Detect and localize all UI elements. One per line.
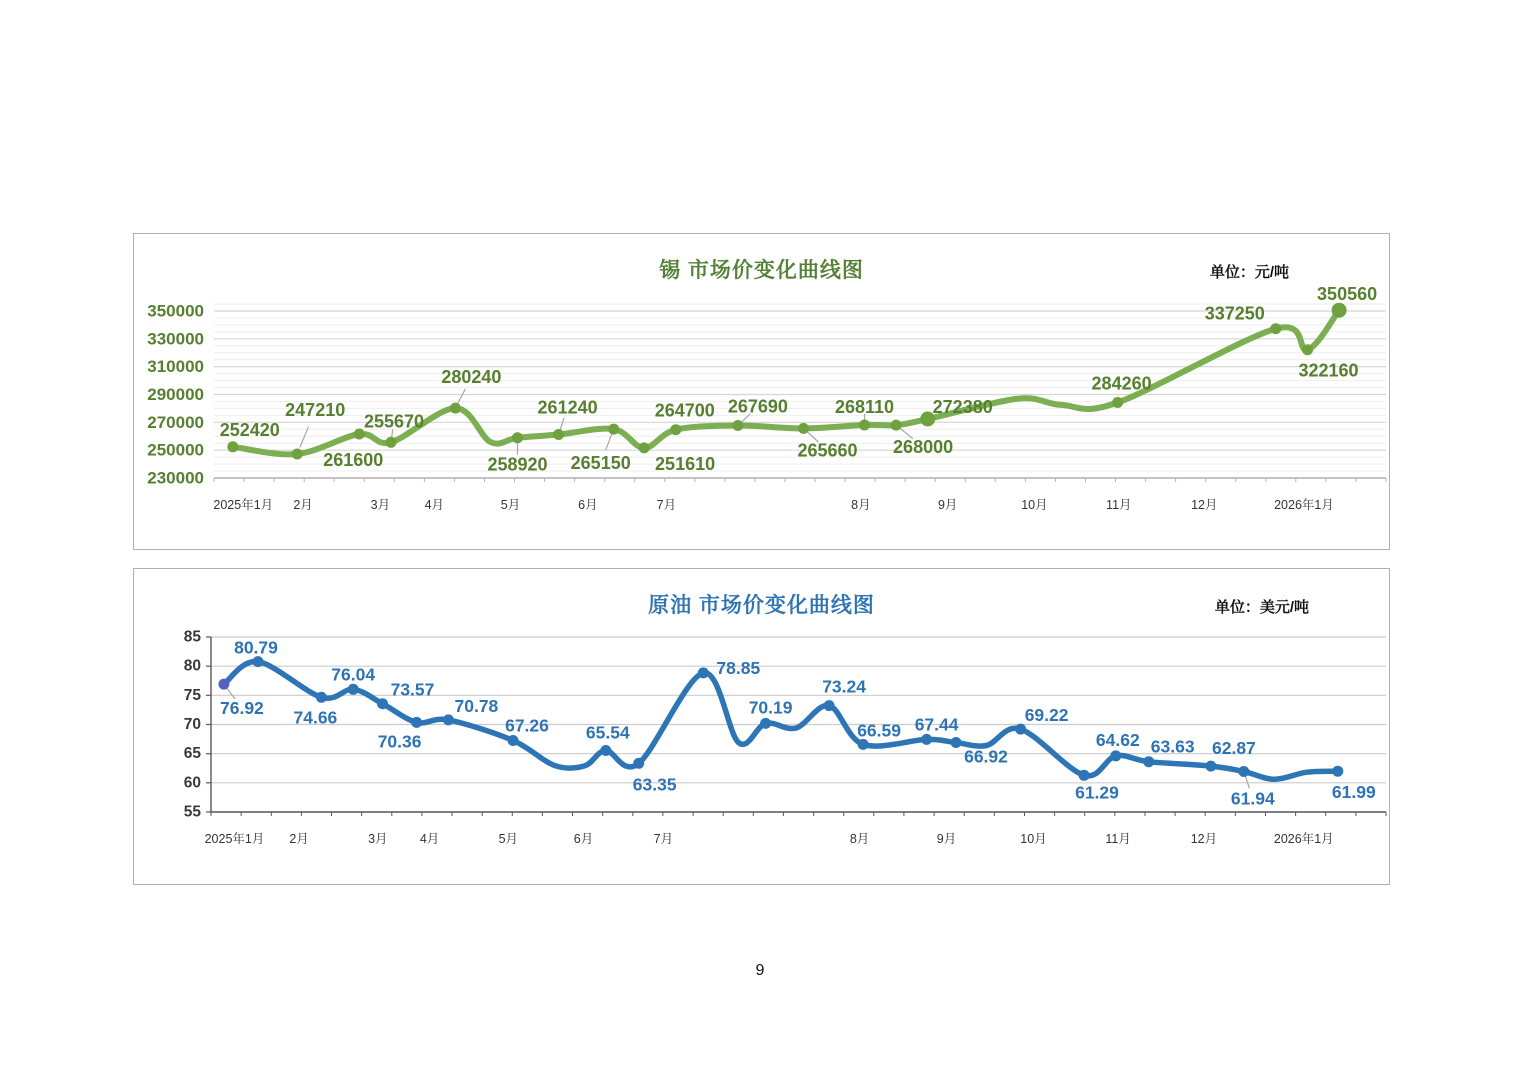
data-point-label: 255670 (363, 411, 425, 432)
data-point-label: 252420 (219, 419, 280, 440)
data-point-label: 61.94 (1230, 788, 1275, 809)
x-axis-label: 4月 (424, 498, 445, 512)
data-point-label: 261600 (323, 450, 384, 470)
data-point-label: 251610 (655, 453, 716, 474)
data-point-marker (1079, 770, 1090, 781)
y-axis-label: 330000 (147, 329, 204, 349)
x-axis-label: 11月 (1106, 498, 1132, 512)
data-point-marker (227, 441, 238, 452)
data-point-marker (512, 432, 523, 443)
data-point-label: 65.54 (585, 722, 630, 743)
data-point-label: 76.92 (220, 698, 264, 719)
data-point-label: 62.87 (1212, 738, 1256, 759)
page-number: 9 (755, 962, 765, 979)
x-axis-label: 6月 (578, 498, 598, 512)
data-point-marker (218, 679, 229, 690)
data-point-label: 264700 (654, 400, 715, 421)
data-point-label: 66.92 (964, 746, 1008, 767)
y-axis-label: 70 (183, 716, 201, 733)
data-point-marker (292, 449, 303, 460)
data-point-marker (553, 429, 564, 440)
x-axis-label: 2026年1月 (1274, 498, 1334, 512)
x-axis-label: 12月 (1190, 832, 1218, 846)
data-point-marker (732, 420, 743, 431)
y-axis-label: 85 (183, 628, 201, 646)
data-point-marker (600, 745, 611, 756)
data-point-marker (698, 667, 709, 678)
x-axis-label: 7月 (656, 498, 677, 512)
data-point-label: 284260 (1091, 373, 1152, 394)
x-axis-label: 5月 (498, 832, 519, 846)
data-point-label: 280240 (441, 367, 502, 388)
leader-line (560, 418, 564, 431)
chart-title: 锡 市场价变化曲线图 (659, 259, 864, 282)
x-axis-label: 9月 (936, 832, 957, 846)
data-point-label: 265660 (797, 440, 858, 461)
data-point-label: 66.59 (857, 720, 901, 741)
data-point-marker (891, 420, 902, 431)
data-point-label: 64.62 (1095, 729, 1140, 750)
y-axis-label: 230000 (147, 468, 204, 488)
data-point-label: 76.04 (331, 664, 376, 685)
y-axis-label: 310000 (147, 357, 204, 377)
x-axis-label: 9月 (937, 498, 958, 512)
data-point-marker (1143, 756, 1154, 767)
data-point-marker (411, 717, 422, 728)
data-point-marker (608, 424, 619, 435)
data-point-label: 63.63 (1150, 736, 1195, 757)
x-axis-label: 10月 (1021, 498, 1048, 512)
y-axis-label: 250000 (147, 440, 204, 460)
data-point-marker (348, 684, 359, 695)
leader-line (300, 427, 309, 448)
data-point-label: 272380 (932, 397, 993, 417)
data-point-marker (1270, 323, 1281, 334)
x-axis-label: 2026年1月 (1273, 832, 1334, 846)
leader-line (1245, 776, 1249, 789)
data-point-marker (858, 739, 869, 750)
x-axis-label: 8月 (851, 498, 871, 512)
data-point-label: 268000 (893, 437, 954, 458)
data-point-marker (633, 758, 644, 769)
data-point-label: 69.22 (1024, 705, 1069, 726)
data-point-label: 61.99 (1331, 782, 1376, 803)
data-point-marker (859, 420, 870, 431)
data-point-marker (1332, 303, 1347, 318)
x-axis-label: 2月 (289, 832, 309, 846)
x-axis-label: 5月 (500, 498, 521, 512)
y-axis-label: 270000 (147, 412, 204, 432)
data-point-marker (670, 424, 681, 435)
data-point-label: 258920 (487, 454, 548, 475)
x-axis-label: 2月 (293, 498, 313, 512)
data-point-marker (921, 734, 932, 745)
x-axis-label: 2025年1月 (204, 832, 265, 846)
data-point-marker (1332, 766, 1343, 777)
data-point-marker (377, 698, 388, 709)
data-point-label: 78.85 (716, 657, 761, 678)
data-point-marker (760, 718, 771, 729)
data-point-label: 247210 (285, 400, 346, 420)
data-point-label: 267690 (727, 396, 788, 417)
data-point-marker (443, 714, 454, 725)
y-axis-label: 55 (183, 803, 201, 821)
data-point-marker (508, 735, 519, 746)
unit-label: 单位：美元/吨 (1214, 599, 1309, 616)
data-point-label: 268110 (834, 397, 895, 417)
data-point-label: 70.36 (377, 731, 422, 752)
data-point-label: 73.24 (822, 676, 866, 697)
tin-price-chart (133, 233, 1390, 550)
x-axis-label: 11月 (1105, 832, 1131, 846)
x-axis-label: 3月 (368, 832, 388, 846)
y-axis-label: 290000 (147, 385, 204, 404)
data-point-label: 61.29 (1075, 782, 1119, 803)
data-point-marker (253, 656, 264, 667)
y-axis-label: 75 (183, 686, 201, 704)
x-axis-label: 6月 (573, 832, 594, 846)
crude-oil-chart-plot (134, 569, 1389, 884)
chart-title: 原油 市场价变化曲线图 (648, 594, 875, 617)
x-axis-label: 10月 (1020, 832, 1047, 846)
x-axis-label: 4月 (419, 832, 440, 846)
x-axis-label: 2025年1月 (213, 498, 274, 512)
data-point-label: 73.57 (390, 679, 435, 700)
x-axis-label: 12月 (1191, 498, 1218, 512)
data-point-label: 67.26 (505, 715, 549, 736)
unit-label: 单位：元/吨 (1209, 264, 1289, 281)
data-point-marker (1238, 766, 1249, 777)
data-point-marker (1015, 724, 1026, 735)
tin-chart-plot (134, 234, 1389, 549)
data-point-label: 70.19 (748, 697, 793, 718)
x-axis-label: 7月 (653, 832, 674, 846)
data-point-marker (386, 437, 397, 448)
data-point-marker (1302, 344, 1313, 355)
data-point-marker (316, 692, 327, 703)
x-axis-label: 3月 (370, 498, 391, 512)
y-axis-label: 350000 (147, 301, 204, 321)
y-axis-label: 60 (183, 774, 201, 792)
data-point-label: 337250 (1204, 303, 1265, 324)
data-point-marker (824, 700, 835, 711)
data-point-label: 265150 (570, 453, 631, 474)
data-point-label: 74.66 (293, 707, 338, 728)
data-point-label: 63.35 (632, 774, 677, 795)
data-point-label: 350560 (1317, 284, 1378, 305)
data-point-marker (1112, 397, 1123, 408)
data-point-marker (450, 403, 461, 414)
y-axis-label: 65 (183, 745, 201, 763)
data-point-marker (639, 442, 650, 453)
data-point-label: 70.78 (454, 695, 499, 716)
data-point-marker (1205, 761, 1216, 772)
data-point-label: 261240 (537, 397, 598, 418)
data-point-marker (951, 737, 962, 748)
data-point-marker (1110, 750, 1121, 761)
data-point-label: 322160 (1298, 360, 1359, 381)
data-point-label: 80.79 (234, 637, 278, 658)
x-axis-label: 8月 (849, 832, 870, 846)
data-point-label: 67.44 (914, 714, 959, 735)
crude-oil-price-chart (133, 568, 1390, 885)
y-axis-label: 80 (183, 657, 201, 675)
data-point-marker (798, 423, 809, 434)
